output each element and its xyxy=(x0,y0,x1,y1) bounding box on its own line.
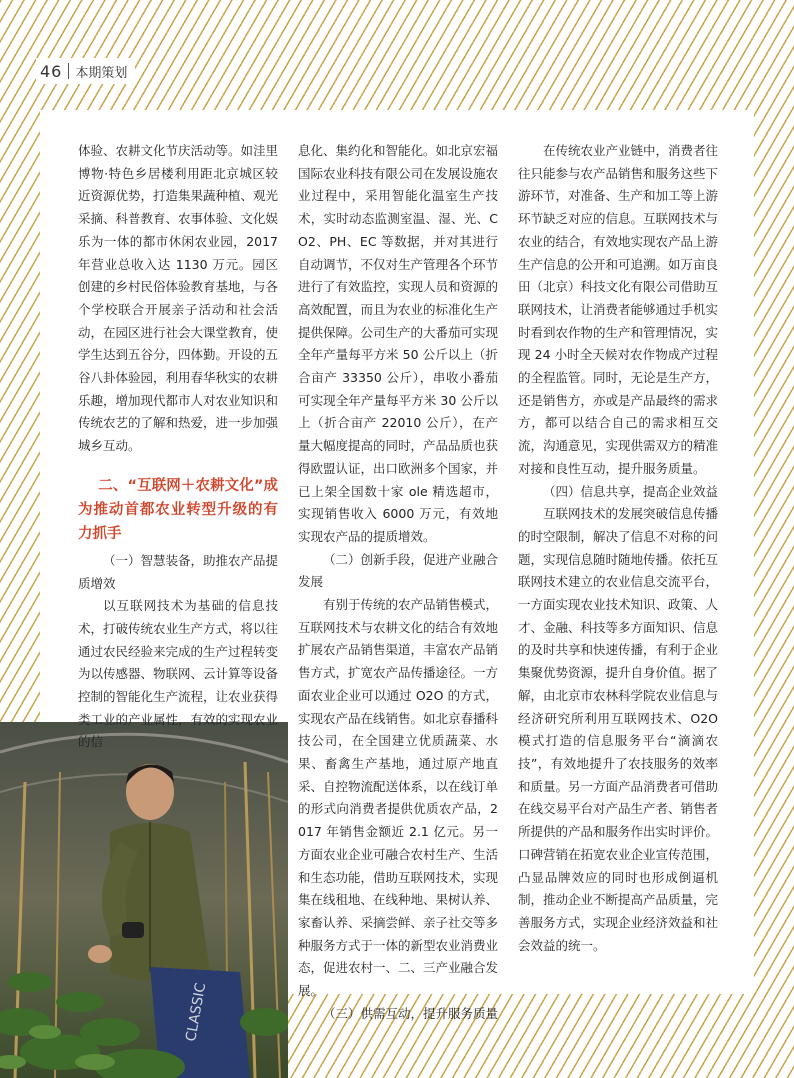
paragraph: 息化、集约化和智能化。如北京宏福国际农业科技有限公司在发展设施农业过程中，采用智能化温室生产技术，实时动态监测室温、湿、光、CO2、PH、EC 等数据，并对其进行自动调节，不仅对生产管理各个环节进行了有效监控，实现人员和资源的高效配置，而且为农业的标准化生产提供保障。公司生产的大番茄可实现全年产量每平方米 50 公斤以上（折合亩产 33350 公斤），串收小番茄可实现全年产量每平方米 30 公斤以上（折合亩产 22010 公斤），在产量大幅度提高的同时，产品品质也获得欧盟认证，出口欧洲多个国家，并已上架全国数十家 ole 精选超市，实现销售收入 6000 万元，有效地实现农产品的提质增效。 xyxy=(298,143,499,544)
page-number: 46 xyxy=(40,61,63,81)
page-header xyxy=(36,58,135,84)
paragraph: 在传统农业产业链中，消费者往往只能参与农产品销售和服务这些下游环节，对准备、生产和加工等上游环节缺乏对应的信息。互联网技术与农业的结合，有效地实现农产品上游生产信息的公开和可追溯。如万亩良田（北京）科技文化有限公司借助互联网技术，让消费者能够通过手机实时看到农作物的生产和管理情况，实现 24 小时全天候对农作物成产过程的全程监管。同时，无论是生产方，还是销售方，亦或是产品最终的需求方，都可以结合自己的需求相互交流，沟通意见，实现供需双方的精准对接和良性互动，提升服务质量。 xyxy=(518,143,719,476)
jacket-text: CLASSIC xyxy=(183,981,210,1043)
text-column-1 xyxy=(78,140,278,754)
subheading: （一）智慧装备，助推农产品提质增效 xyxy=(78,552,279,591)
section-heading: 二、“互联网＋农耕文化”成为推动首都农业转型升级的有力抓手 xyxy=(78,477,278,542)
farmer-photo xyxy=(0,722,288,1078)
subheading: （二）创新手段，促进产业融合发展 xyxy=(298,551,499,590)
paragraph: 体验、农耕文化节庆活动等。如洼里博物·特色乡居楼利用距北京城区较近资源优势，打造集果蔬种植、观光采摘、科普教育、农事体验、文化娱乐为一体的都市休闲农业园，2017 年营业总收入达 1130 万元。园区创建的乡村民俗体验教育基地，与各个学校联合开展亲子活动和社会活动，在园区进行社会大课堂教育，使学生达到五谷分，四体勤。开设的五谷八卦体验园，利用春华秋实的农耕乐趣，增加现代都市人对农业知识和传统农艺的了解和热爱，进一步加强城乡互动。 xyxy=(78,143,279,454)
paragraph: 互联网技术的发展突破信息传播的时空限制，解决了信息不对称的问题，实现信息随时随地传播。依托互联网技术建立的农业信息交流平台，一方面实现农业技术知识、政策、人才、金融、科技等多方面知识、信息的及时共享和快速传播，有利于企业集聚优势资源，提升自身价值。据了解，由北京市农林科学院农业信息与经济研究所利用互联网技术、O2O 模式打造的信息服务平台“滴滴农技”，有效地提升了农技服务的效率和质量。另一方面产品消费者可借助在线交易平台对产品生产者、销售者所提供的产品和服务作出实时评价。口碑营销在拓宽农业企业宣传范围，凸显品牌效应的同时也形成倒逼机制，推动企业不断提高产品质量，完善服务方式，实现企业经济效益和社会效益的统一。 xyxy=(518,506,719,953)
header-divider xyxy=(68,63,69,79)
text-column-2 xyxy=(298,140,498,1025)
subheading: （三）供需互动，提升服务质量 xyxy=(323,1005,499,1021)
paragraph: 有别于传统的农产品销售模式，互联网技术与农耕文化的结合有效地扩展农产品销售渠道，丰富农产品销售方式，扩宽农产品传播途径。一方面农业企业可以通过 O2O 的方式，实现农产品在线销售。如北京春播科技公司，在全国建立优质蔬菜、水果、畜禽生产基地，通过原产地直采、自控物流配送体系，以在线订单的形式向消费者提供优质农产品，2017 年销售金额近 2.1 亿元。另一方面农业企业可融合农村生产、生活和生态功能，借助互联网技术，实现集在线租地、在线种地、果树认养、家畜认养、采摘尝鲜、亲子社交等多种服务方式于一体的新型农业消费业态，促进农村一、二、三产业融合发展。 xyxy=(298,597,499,999)
subheading: （四）信息共享，提高企业效益 xyxy=(543,483,719,499)
text-column-3 xyxy=(518,140,718,957)
paragraph: 以互联网技术为基础的信息技术，打破传统农业生产方式，将以往通过农民经验来完成的生产过程转变为以传感器、物联网、云计算等设备控制的智能化生产流程，让农业获得类工业的产业属性，有效的实现农业的信 xyxy=(78,598,279,750)
section-name: 本期策划 xyxy=(75,65,128,81)
